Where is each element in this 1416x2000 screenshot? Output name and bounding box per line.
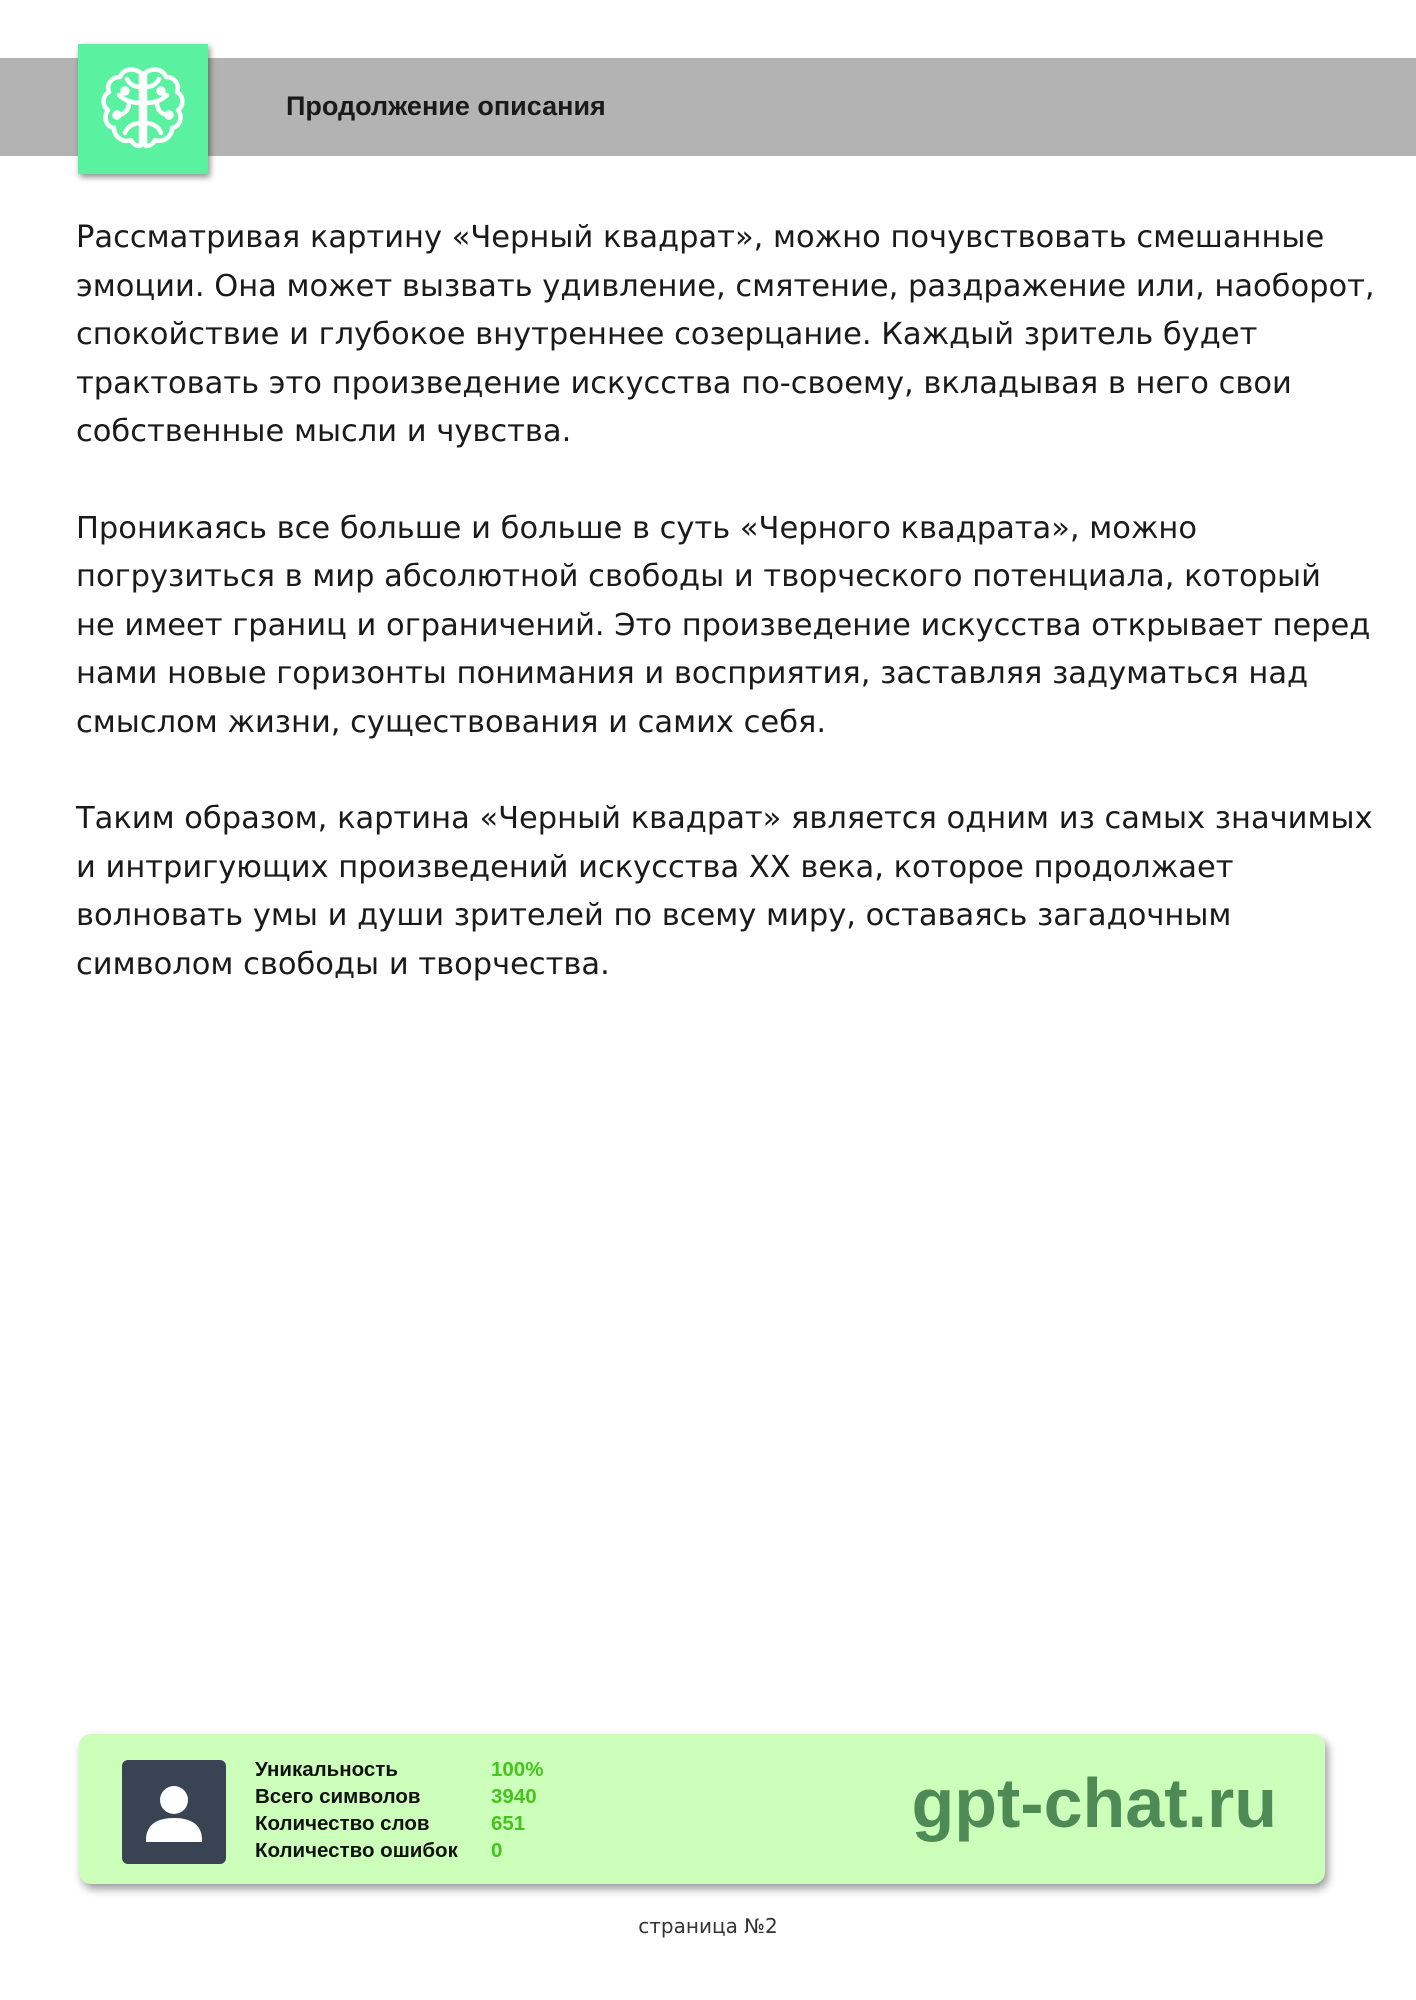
document-body <box>76 214 1376 1037</box>
stats-values <box>491 1756 543 1864</box>
paragraph-2: Проникаясь все больше и больше в суть «Черного квадрата», можно погрузиться в мир абсолютной свободы и творческого потенциала, который не имеет границ и ограничений. Это произведение искусства открывает перед нами новые горизонты понимания и восприятия, заставляя задуматься над смыслом жизни, существования и самих себя. <box>76 510 1371 740</box>
stats-labels <box>255 1756 458 1864</box>
stat-label-error-count: Количество ошибок <box>255 1839 458 1862</box>
header-bar <box>0 58 1416 156</box>
brain-icon <box>95 61 191 157</box>
stat-value-total-chars: 3940 <box>491 1785 537 1808</box>
brand-name: gpt-chat.ru <box>911 1764 1277 1842</box>
page-number: страница №2 <box>638 1914 778 1938</box>
logo <box>78 44 208 174</box>
stat-label-word-count: Количество слов <box>255 1812 430 1835</box>
paragraph-3: Таким образом, картина «Черный квадрат» является одним из самых значимых и интригующих произведений искусства XX века, которое продолжает волновать умы и души зрителей по всему миру, оставаясь загадочным символом свободы и творчества. <box>76 801 1373 982</box>
stat-value-word-count: 651 <box>491 1812 526 1835</box>
stat-label-uniqueness: Уникальность <box>255 1758 398 1781</box>
stat-label-total-chars: Всего символов <box>255 1785 421 1808</box>
stat-value-error-count: 0 <box>491 1839 503 1862</box>
stats-panel <box>79 1734 1325 1884</box>
avatar <box>122 1760 226 1864</box>
user-icon <box>122 1760 226 1864</box>
page-title: Продолжение описания <box>286 91 606 121</box>
paragraph-1: Рассматривая картину «Черный квадрат», можно почувствовать смешанные эмоции. Она может вызвать удивление, смятение, раздражение или, наоборот, спокойствие и глубокое внутреннее созерцание. Каждый зритель будет трактовать это произведение искусства по-своему, вкладывая в него свои собственные мысли и чувства. <box>76 220 1375 449</box>
stat-value-uniqueness: 100% <box>491 1758 544 1781</box>
